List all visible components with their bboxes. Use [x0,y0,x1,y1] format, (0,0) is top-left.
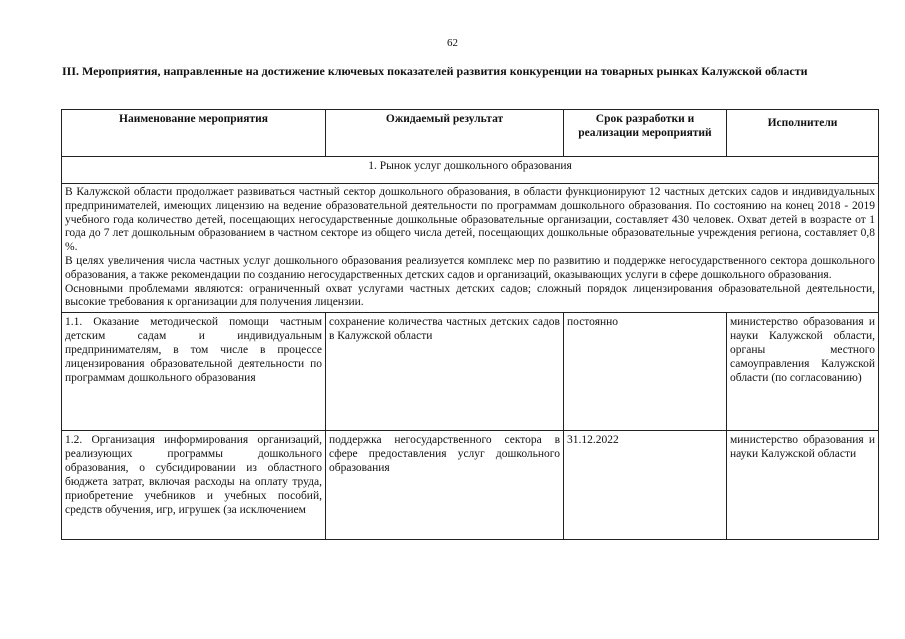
measure-result: сохранение количества частных детских садов в Калужской области [326,313,564,431]
measure-result: поддержка негосударственного сектора в сфере предоставления услуг дошкольного образования [326,431,564,540]
measure-name: 1.2. Организация информирования организаций, реализующих программы дошкольного образования, о субсидировании из областного бюджета затрат, включая расходы на оплату труда, приобретение учебников и учебных пособий, средств обучения, игр, игрушек (за исключением [62,431,326,540]
section-title: III. Мероприятия, направленные на достижение ключевых показателей развития конкуренции на товарных рынках Калужской области [62,64,808,78]
header-executors: Исполнители [727,110,879,157]
measures-table [61,109,879,540]
measure-deadline: постоянно [564,313,727,431]
header-deadline: Срок разработки и реализации мероприятий [564,110,727,157]
intro-paragraph: В Калужской области продолжает развиваться частный сектор дошкольного образования, в области функционируют 12 частных детских садов и индивидуальных предпринимателей, имеющих лицензию на ведение образовательной деятельности по программам дошкольного образования. По состоянию на конец 2018 - 2019 учебного года количество детей, посещающих негосударственные дошкольные образовательные организации, составляет 430 человек. Охват детей в возрасте от 1 года до 7 лет дошкольным образованием в частном секторе из общего числа детей, посещающих дошкольные образовательные учреждения региона, составляет 0,8 %. [65,186,875,254]
header-result: Ожидаемый результат [326,110,564,157]
intro-paragraph: Основными проблемами являются: ограниченный охват услугами частных детских садов; сложный порядок лицензирования образовательной деятельности, высокие требования к организации для получения лицензии. [65,282,875,309]
intro-row [62,184,879,313]
page-number: 62 [447,37,458,49]
measure-executors: министерство образования и науки Калужской области, органы местного самоуправления Калужской области (по согласованию) [727,313,879,431]
measure-name: 1.1. Оказание методической помощи частным детским садам и индивидуальным предпринимателям, в том числе в процессе лицензирования образовательной деятельности по программам дошкольного образования [62,313,326,431]
subsection-title: 1. Рынок услуг дошкольного образования [62,157,879,184]
intro-paragraph: В целях увеличения числа частных услуг дошкольного образования реализуется комплекс мер по развитию и поддержке негосударственного сектора дошкольного образования, а также рекомендации по созданию негосударственных детских садов и организаций, оказывающих услуги в сфере дошкольного образования. [65,254,875,281]
subsection-row [62,157,879,184]
header-name: Наименование мероприятия [62,110,326,157]
table-row [62,313,879,431]
measure-deadline: 31.12.2022 [564,431,727,540]
table-row [62,431,879,540]
intro-text [62,184,879,313]
measure-executors: министерство образования и науки Калужской области [727,431,879,540]
table-header-row [62,110,879,157]
